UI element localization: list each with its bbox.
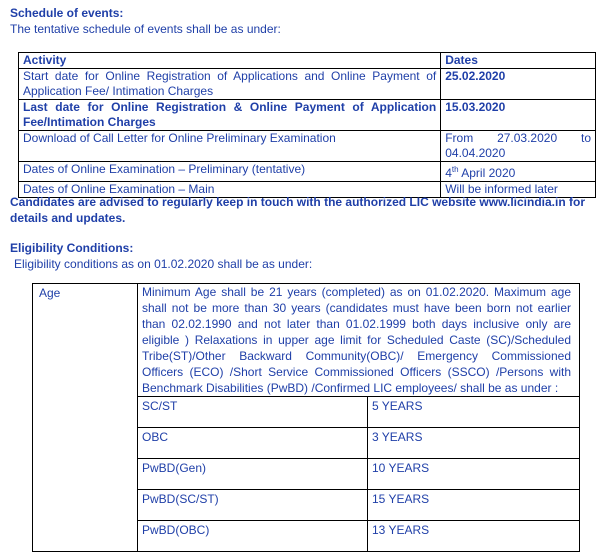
website-notice: Candidates are advised to regularly keep in touch with the authorized LIC website www.licindia.in for details and updates. bbox=[10, 195, 585, 225]
activity-cell: Start date for Online Registration of Applications and Online Payment of Application Fee/ Intimation Charges bbox=[19, 69, 441, 100]
date-cell bbox=[441, 162, 596, 182]
relaxation-row bbox=[138, 397, 579, 428]
date-cell: Will be informed later bbox=[441, 182, 596, 198]
relaxation-category: OBC bbox=[138, 428, 368, 459]
dates-header: Dates bbox=[441, 53, 596, 69]
age-row bbox=[33, 284, 580, 552]
schedule-row bbox=[19, 162, 596, 182]
activity-cell: Dates of Online Examination – Main bbox=[19, 182, 441, 198]
eligibility-intro: Eligibility conditions as on 01.02.2020 shall be as under: bbox=[14, 257, 313, 271]
eligibility-heading: Eligibility Conditions: bbox=[10, 241, 134, 255]
relaxation-category: PwBD(Gen) bbox=[138, 459, 368, 490]
schedule-table bbox=[18, 52, 596, 198]
relaxation-category: PwBD(SC/ST) bbox=[138, 490, 368, 521]
relaxation-years: 13 YEARS bbox=[368, 521, 580, 552]
activity-cell: Download of Call Letter for Online Preliminary Examination bbox=[19, 131, 441, 162]
eligibility-table bbox=[32, 283, 580, 552]
relaxation-category: PwBD(OBC) bbox=[138, 521, 368, 552]
date-cell: 25.02.2020 bbox=[441, 69, 596, 100]
relaxation-row bbox=[138, 459, 579, 490]
age-details-cell bbox=[138, 284, 580, 552]
schedule-row bbox=[19, 131, 596, 162]
activity-cell: Dates of Online Examination – Preliminary (tentative) bbox=[19, 162, 441, 182]
schedule-header-row bbox=[19, 53, 596, 69]
schedule-row bbox=[19, 100, 596, 131]
relaxation-row bbox=[138, 490, 579, 521]
relaxation-row bbox=[138, 428, 579, 459]
schedule-row bbox=[19, 69, 596, 100]
date-cell: From 27.03.2020 to 04.04.2020 bbox=[441, 131, 596, 162]
date-ordinal: th bbox=[451, 165, 459, 174]
relaxation-years: 15 YEARS bbox=[368, 490, 580, 521]
date-month-year: April 2020 bbox=[458, 166, 516, 180]
date-day: 4 bbox=[445, 166, 452, 180]
relaxation-years: 10 YEARS bbox=[368, 459, 580, 490]
schedule-intro: The tentative schedule of events shall be as under: bbox=[10, 22, 281, 36]
age-criteria-text: Minimum Age shall be 21 years (completed) as on 01.02.2020. Maximum age shall not be more than 30 years (candidates must have been born not earlier than 02.02.1990 and not later than 01.02.1999 both days inclusive only are eligible ) Relaxations in upper age limit for Scheduled Caste (SC)/Scheduled Tribe(ST)/Other Backward Community(OBC)/ Emergency Commissioned Officers (ECO) /Short Service Commissioned Officers (SSCO) /Persons with Benchmark Disabilities (PwBD) /Confirmed LIC employees/ shall be as under : bbox=[142, 285, 571, 395]
relaxation-years: 3 YEARS bbox=[368, 428, 580, 459]
date-cell: 15.03.2020 bbox=[441, 100, 596, 131]
relaxation-category: SC/ST bbox=[138, 397, 368, 428]
activity-header: Activity bbox=[19, 53, 441, 69]
relaxation-table bbox=[138, 396, 579, 551]
activity-cell: Last date for Online Registration & Online Payment of Application Fee/Intimation Charges bbox=[19, 100, 441, 131]
age-label: Age bbox=[33, 284, 138, 552]
relaxation-years: 5 YEARS bbox=[368, 397, 580, 428]
relaxation-row bbox=[138, 521, 579, 552]
schedule-heading: Schedule of events: bbox=[10, 6, 124, 20]
